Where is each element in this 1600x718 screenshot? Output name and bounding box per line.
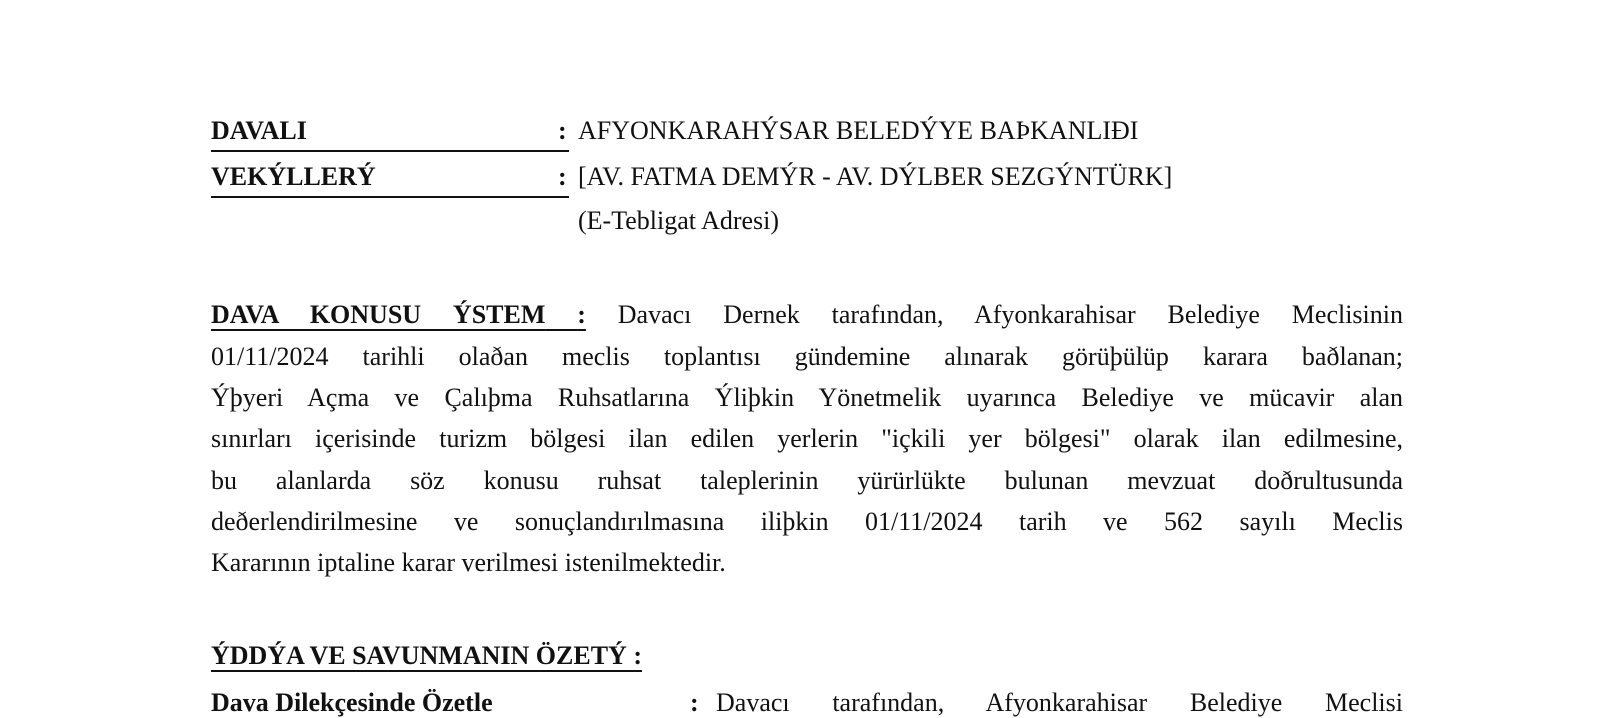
davali-value: AFYONKARAHÝSAR BELEDÝYE BAÞKANLIÐI bbox=[578, 116, 1139, 145]
vekilleri-value: [AV. FATMA DEMÝR - AV. DÝLBER SEZGÝNTÜRK] bbox=[578, 162, 1173, 191]
vekilleri-underline bbox=[211, 196, 569, 198]
davali-label: DAVALI bbox=[211, 116, 307, 145]
davali-colon: : bbox=[558, 116, 567, 145]
dava-konusu-line-6: deðerlendirilmesine ve sonuçlandırılmasına iliþkin 01/11/2024 tarih ve 562 sayılı Meclis bbox=[211, 507, 1403, 536]
dava-dilekcesi-label: Dava Dilekçesinde Özetle bbox=[211, 688, 493, 717]
davali-underline bbox=[211, 150, 569, 152]
dava-dilekcesi-colon: : bbox=[690, 688, 699, 717]
vekilleri-colon: : bbox=[558, 162, 567, 191]
dava-konusu-line-7: Kararının iptaline karar verilmesi istenilmektedir. bbox=[211, 548, 726, 577]
dava-konusu-line-2: 01/11/2024 tarihli olaðan meclis toplantısı gündemine alınarak görüþülüp karara baðlanan; bbox=[211, 342, 1403, 371]
dava-dilekcesi-text: Davacı tarafından, Afyonkarahisar Belediye Meclisi bbox=[716, 688, 1403, 717]
dava-konusu-label: DAVA KONUSU ÝSTEM : bbox=[211, 300, 586, 329]
dava-konusu-line-5: bu alanlarda söz konusu ruhsat taleplerinin yürürlükte bulunan mevzuat doðrultusunda bbox=[211, 466, 1403, 495]
dava-konusu-line-4: sınırları içerisinde turizm bölgesi ilan edilen yerlerin "içkili yer bölgesi" olarak ilan edilmesine, bbox=[211, 424, 1403, 453]
dava-konusu-text-1: Davacı Dernek tarafından, Afyonkarahisar Belediye Meclisinin bbox=[617, 300, 1403, 329]
dava-konusu-line-1 bbox=[211, 300, 1403, 330]
e-tebligat-note: (E-Tebligat Adresi) bbox=[578, 206, 780, 235]
vekilleri-label: VEKÝLLERÝ bbox=[211, 162, 376, 191]
dava-konusu-line-3: Ýþyeri Açma ve Çalıþma Ruhsatlarına Ýliþkin Yönetmelik uyarınca Belediye ve mücavir alan bbox=[211, 383, 1403, 412]
iddia-heading: ÝDDÝA VE SAVUNMANIN ÖZETÝ : bbox=[211, 641, 642, 670]
